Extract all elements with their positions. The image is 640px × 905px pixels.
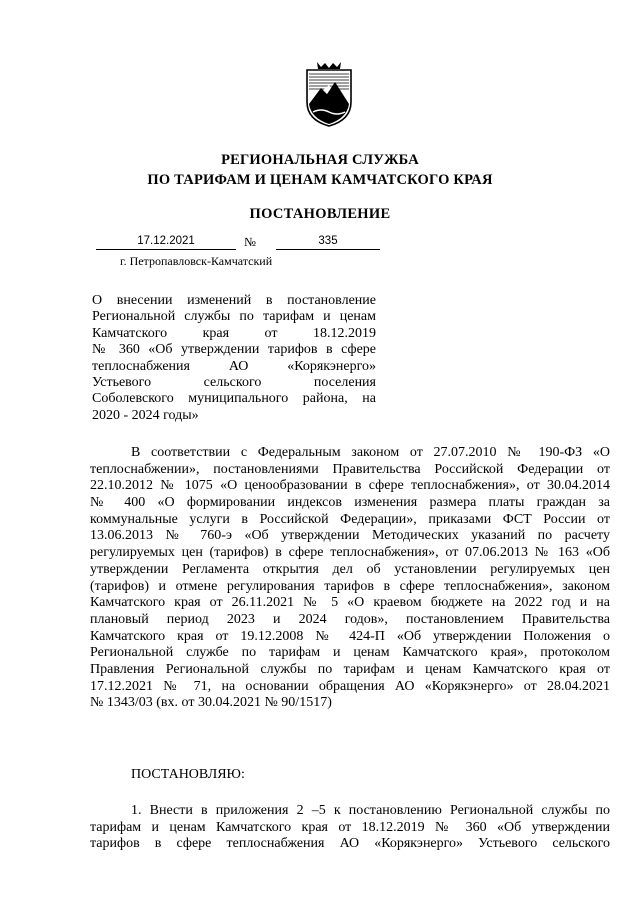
subject-line: Камчатского края от 18.12.2019 — [92, 325, 376, 341]
document-date: 17.12.2021 — [96, 235, 236, 250]
subject-line: Региональной службы по тарифам и ценам — [92, 309, 376, 325]
preamble-line: теплоснабжении», постановлениями Правительства Российской Федерации от — [90, 461, 610, 477]
preamble-line: 17.12.2021 № 71, на основании обращения АО «Корякэнерго» от 28.04.2021 — [90, 678, 610, 694]
subject-line: 2020 - 2024 годы» — [92, 407, 199, 423]
item-1-line: 1. Внести в приложения 2 –5 к постановлению Региональной службы по — [131, 803, 610, 818]
preamble-line: Камчатского края от 26.11.2021 № 5 «О краевом бюджете на 2022 год и на — [90, 595, 610, 611]
preamble-line: № 1343/03 (вх. от 30.04.2021 № 90/1517) — [90, 695, 332, 711]
subject-line: Соболевского муниципального района, на — [92, 391, 376, 407]
org-name-line1: РЕГИОНАЛЬНАЯ СЛУЖБА — [221, 152, 419, 168]
preamble-line: Камчатского края от 19.12.2008 № 424-П «Об утверждении Положения о — [90, 628, 610, 644]
subject-line: № 360 «Об утверждении тарифов в сфере — [92, 342, 376, 358]
kamchatka-coat-of-arms-icon — [303, 58, 355, 128]
preamble-line: Правления Региональной службы по тарифам и ценам Камчатского края от — [90, 661, 610, 677]
preamble-line: утверждении Регламента открытия дел об установлении регулируемых цен — [90, 561, 610, 577]
city-name: г. Петропавловск-Камчатский — [120, 254, 273, 268]
preamble-paragraph — [90, 445, 610, 712]
item-1-line: тарифов в сфере теплоснабжения АО «Корякэнерго» Устьевого сельского — [90, 836, 610, 852]
subject-line: теплоснабжения АО «Корякэнерго» — [92, 358, 376, 374]
preamble-line: В соответствии с Федеральным законом от 27.07.2010 № 190-ФЗ «О — [131, 445, 610, 460]
org-name-line2: ПО ТАРИФАМ И ЦЕНАМ КАМЧАТСКОГО КРАЯ — [147, 172, 493, 188]
document-type-title: ПОСТАНОВЛЕНИЕ — [249, 206, 391, 222]
number-label: № — [244, 235, 256, 249]
preamble-line: № 400 «О формировании индексов изменения размера платы граждан за — [90, 495, 610, 511]
item-1-line: тарифам и ценам Камчатского края от 18.12.2019 № 360 «Об утверждении — [90, 819, 610, 835]
decree-word: ПОСТАНОВЛЯЮ: — [131, 767, 245, 782]
preamble-line: регулируемых цен (тарифов) в сфере теплоснабжения», от 07.06.2013 № 163 «Об — [90, 545, 610, 561]
document-subject — [92, 293, 376, 424]
preamble-line: 22.10.2012 № 1075 «О ценообразовании в сфере теплоснабжения», от 30.04.2014 — [90, 478, 610, 494]
preamble-line: 13.06.2013 № 760-э «Об утверждении Методических указаний по расчету — [90, 528, 610, 544]
subject-line: О внесении изменений в постановление — [92, 293, 376, 308]
preamble-line: коммунальные услуги в Российской Федерации», приказами ФСТ России от — [90, 511, 610, 527]
subject-line: Устьевого сельского поселения — [92, 374, 376, 390]
document-number: 335 — [276, 235, 380, 250]
preamble-line: (тарифов) и отмене регулирования тарифов в сфере теплоснабжения», законом — [90, 578, 610, 594]
item-1-paragraph — [90, 803, 610, 853]
preamble-line: Региональной службе по тарифам и ценам Камчатского края», протоколом — [90, 645, 610, 661]
preamble-line: плановый период 2023 и 2024 годов», постановлением Правительства — [90, 611, 610, 627]
